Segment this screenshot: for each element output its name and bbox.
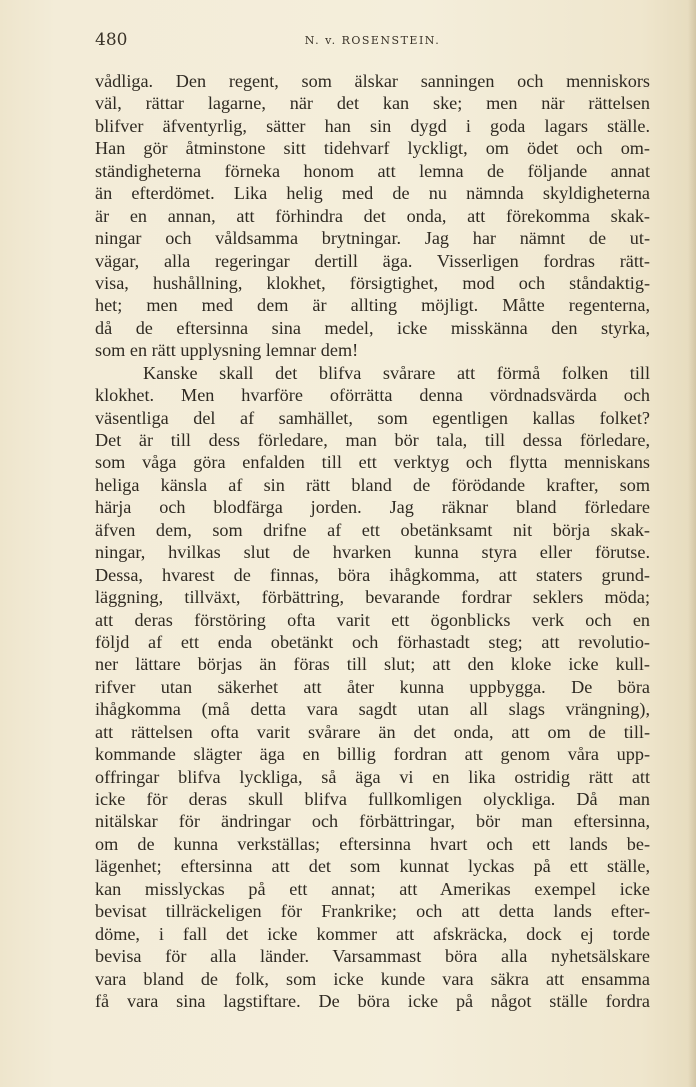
text-line: som våga göra enfalden till ett verktyg och flytta menniskans xyxy=(95,452,650,473)
page-header xyxy=(95,30,650,52)
text-line: ningar, hvilkas slut de hvarken kunna styra eller förutse. xyxy=(95,542,650,563)
text-line: ständigheterna förneka honom att lemna de följande annat xyxy=(95,160,650,181)
text-line: kommande slägter äga en billig fordran att genom våra upp- xyxy=(95,744,650,765)
text-line: Han gör åtminstone sitt tidehvarf lyckligt, om ödet och om- xyxy=(95,138,650,159)
text-line: ner lättare börjas än föras till slut; att den kloke icke kull- xyxy=(95,654,650,675)
text-line: läggning, tillväxt, förbättring, bevarande fordrar seklers möda; xyxy=(95,587,650,608)
text-line: väsentliga del af samhället, som egentligen kallas folket? xyxy=(95,407,650,428)
text-line: än efterdömet. Lika helig med de nu nämnda skyldigheterna xyxy=(95,183,650,204)
text-line: heliga känsla af sin rätt bland de förödande krafter, som xyxy=(95,474,650,495)
text-line: kan misslyckas på ett annat; att Amerikas exempel icke xyxy=(95,878,650,899)
text-line: blifver äfventyrlig, sätter han sin dygd i goda lagars ställe. xyxy=(95,115,650,136)
text-line: icke för deras skull blifva fullkomligen olyckliga. Då man xyxy=(95,789,650,809)
text-line: härja och blodfärga jorden. Jag räknar bland förledare xyxy=(95,497,650,518)
text-line: att deras förstöring ofta varit ett ögonblicks verk och en xyxy=(95,609,650,630)
text-line: het; men med dem är allting möjligt. Måtte regenterna, xyxy=(95,295,650,316)
text-line: är en annan, att förhindra det onda, att förekomma skak- xyxy=(95,205,650,226)
running-title: N. v. ROSENSTEIN. xyxy=(304,34,441,47)
text-line: rifver utan säkerhet att åter kunna uppbygga. De böra xyxy=(95,676,650,697)
text-line: då de eftersinna sina medel, icke misskänna den styrka, xyxy=(95,317,650,338)
text-line: döme, i fall det icke kommer att afskräcka, dock ej torde xyxy=(95,923,650,944)
text-line: följd af ett enda obetänkt och förhastadt steg; att revolutio- xyxy=(95,631,650,652)
body-text xyxy=(95,70,650,1012)
text-line: lägenhet; eftersinna att det som kunnat lyckas på ett ställe, xyxy=(95,856,650,877)
text-line: få vara sina lagstiftare. De böra icke på något ställe fordra xyxy=(95,990,650,1011)
text-line: bevisa för alla länder. Varsammast böra alla nyhetsälskare xyxy=(95,946,650,967)
text-line: att rättelsen ofta varit svårare än det onda, att om de till- xyxy=(95,721,650,742)
text-line: äfven dem, som drifne af ett obetänksamt nit börja skak- xyxy=(95,519,650,540)
page-edge-shadow xyxy=(688,0,696,1087)
text-line: vådliga. Den regent, som älskar sanningen och menniskors xyxy=(95,71,650,91)
text-line: ningar och våldsamma brytningar. Jag har nämnt de ut- xyxy=(95,228,650,249)
text-line: väl, rättar lagarne, när det kan ske; men när rättelsen xyxy=(95,93,650,114)
text-line: offringar blifva lyckliga, så äga vi en lika ostridig rätt att xyxy=(95,766,650,787)
text-line: nitälskar för ändringar och förbättringar, bör man eftersinna, xyxy=(95,811,650,832)
text-line: Kanske skall det blifva svårare att förmå folken till xyxy=(143,362,650,383)
text-line: ihågkomma (må detta vara sagdt utan all slags vrängning), xyxy=(95,699,650,720)
text-line: visa, hushållning, klokhet, försigtighet, mod och ståndaktig- xyxy=(95,272,650,293)
text-line: vägar, alla regeringar dertill äga. Visserligen fordras rätt- xyxy=(95,250,650,271)
text-line: som en rätt upplysning lemnar dem! xyxy=(95,340,359,361)
text-line: vara bland de folk, som icke kunde vara säkra att ensamma xyxy=(95,968,650,989)
page-number: 480 xyxy=(95,30,128,50)
text-line: Dessa, hvarest de finnas, böra ihågkomma, att staters grund- xyxy=(95,564,650,585)
text-line: Det är till dess förledare, man bör tala, till dessa förledare, xyxy=(95,430,650,450)
text-line: om de kunna verkställas; eftersinna hvart och ett lands be- xyxy=(95,833,650,854)
text-line: bevisat tillräckeligen för Frankrike; och att detta lands efter- xyxy=(95,901,650,922)
text-line: klokhet. Men hvarföre oförrätta denna vördnadsvärda och xyxy=(95,385,650,406)
